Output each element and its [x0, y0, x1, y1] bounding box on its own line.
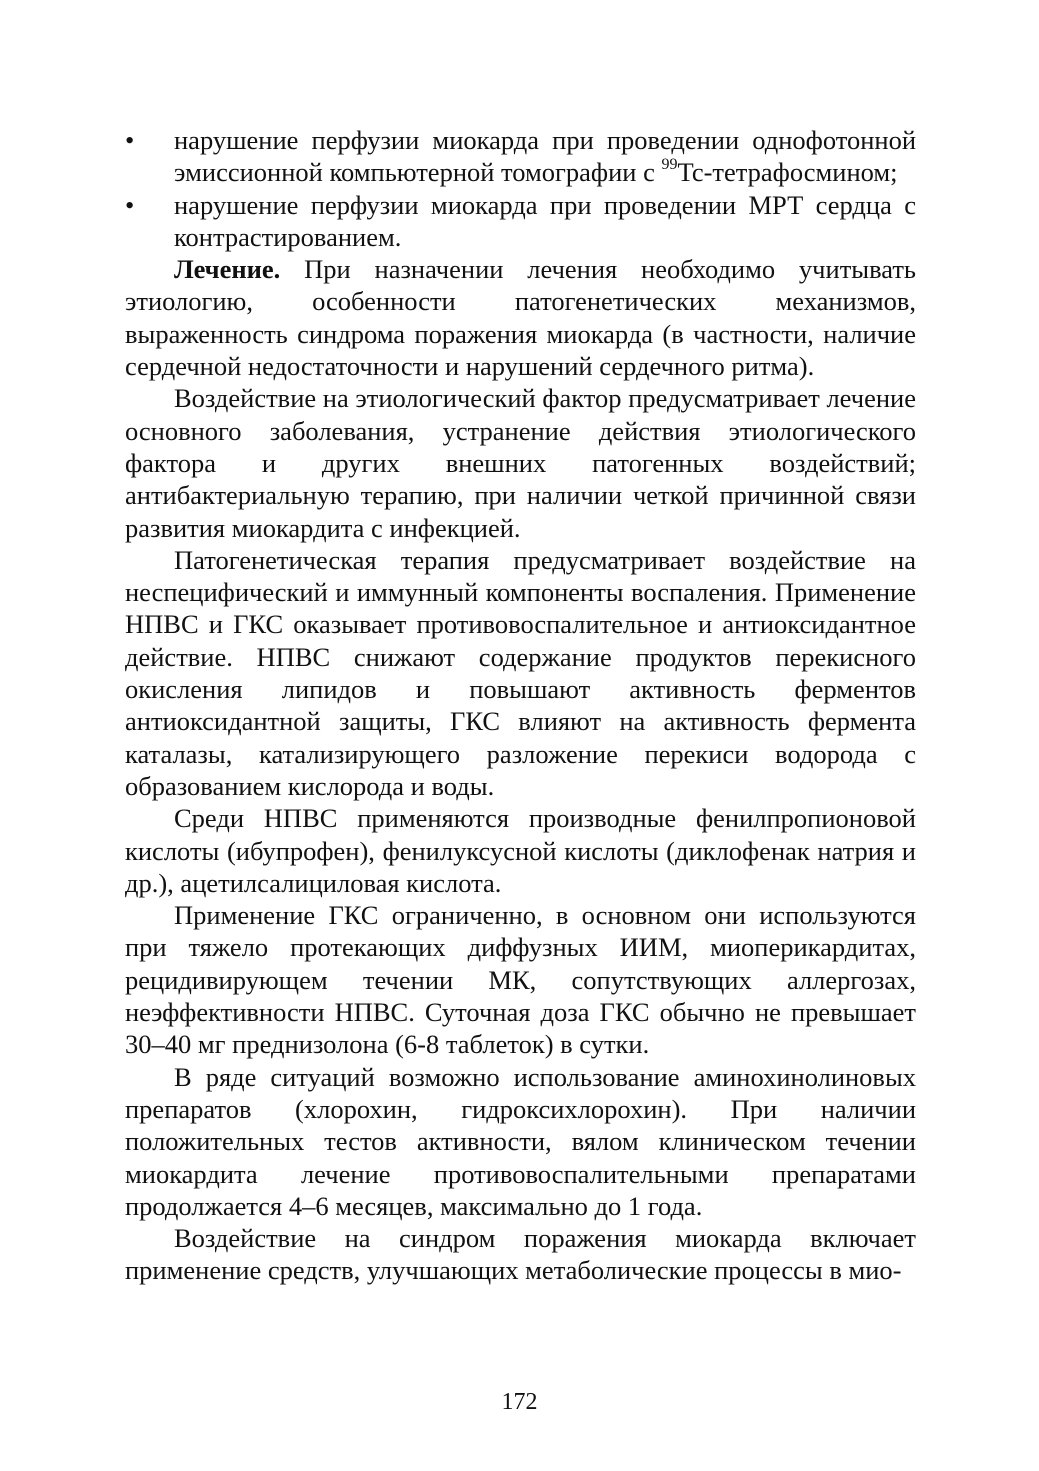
- paragraph: Среди НПВС применяются производные фенилпропионовой кислоты (ибупрофен), фенилуксусной кислоты (диклофенак натрия и др.), ацетилсалициловая кислота.: [125, 803, 916, 898]
- paragraph-treatment: [125, 253, 916, 382]
- bullet-item: [125, 124, 916, 189]
- bullet-marker: •: [125, 189, 135, 220]
- page-number: 172: [501, 1389, 538, 1415]
- paragraph: В ряде ситуаций возможно использование аминохинолиновых препаратов (хлорохин, гидроксихлорохин). При наличии положительных тестов активности, вялом клиническом течении миокардита лечение противовоспалительными препаратами продолжается 4–6 месяцев, максимально до 1 года.: [125, 1061, 916, 1221]
- paragraph: Воздействие на синдром поражения миокарда включает применение средств, улучшающих метаболические процессы в мио-: [125, 1223, 916, 1286]
- paragraph-text: При назначении лечения необходимо учитывать этиологию, особенности патогенетических механизмов, выраженность синдрома поражения миокарда (в частности, наличие сердечной недостаточности и нарушений сердечного ритма).: [125, 254, 916, 382]
- bullet-item: [125, 189, 916, 254]
- paragraph: Воздействие на этиологический фактор предусматривает лечение основного заболевания, устранение действия этиологического фактора и других внешних патогенных воздействий; антибактериальную терапию, при наличии четкой причинной связи развития миокардита с инфекцией.: [125, 383, 916, 543]
- page-body: [125, 124, 916, 1287]
- paragraph-heading: Лечение.: [174, 254, 281, 285]
- bullet-marker: •: [125, 125, 135, 155]
- bullet-text-continued: Tc-тетрафосмином;: [677, 157, 898, 188]
- bullet-list: [125, 124, 916, 253]
- paragraph: Патогенетическая терапия предусматривает воздействие на неспецифический и иммунный компоненты воспаления. Применение НПВС и ГКС оказывает противовоспалительное и антиоксидантное действие. НПВС снижают содержание продуктов перекисного окисления липидов и повышают активность ферментов антиоксидантной защиты, ГКС влияют на активность фермента каталазы, катализирующего разложение перекиси водорода с образованием кислорода и воды.: [125, 544, 916, 801]
- bullet-text: нарушение перфузии миокарда при проведении однофотонной эмиссионной компьютерной томографии с: [174, 125, 916, 188]
- bullet-text: нарушение перфузии миокарда при проведении МРТ сердца с контрастированием.: [174, 189, 916, 252]
- paragraph: Применение ГКС ограниченно, в основном они используются при тяжело протекающих диффузных ИИМ, миоперикардитах, рецидивирующем течении МК, сопутствующих аллергозах, неэффективности НПВС. Суточная доза ГКС обычно не превышает 30–40 мг преднизолона (6-8 таблеток) в сутки.: [125, 900, 916, 1060]
- superscript: 99: [661, 156, 678, 174]
